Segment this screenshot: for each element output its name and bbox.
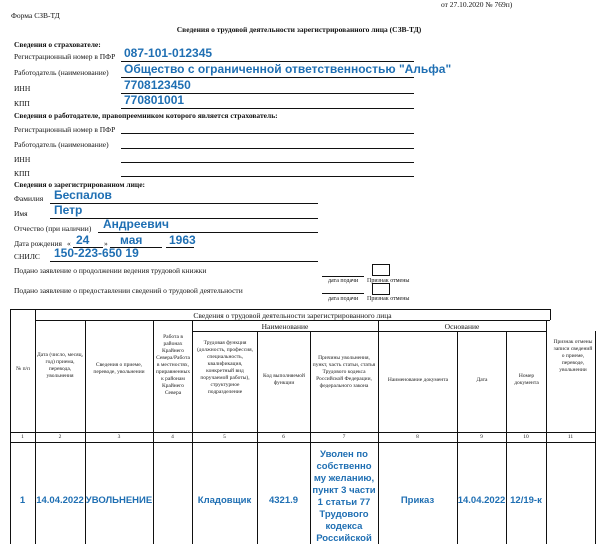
surname-value: Беспалов	[54, 188, 112, 202]
col-header-code: Код выполняемой функции	[263, 373, 305, 386]
insurer-employer-label: Работодатель (наименование)	[14, 68, 109, 77]
col-number: 3	[117, 434, 121, 440]
snils-line	[50, 261, 318, 262]
snils-label: СНИЛС	[14, 252, 40, 261]
table-left-border	[10, 309, 11, 544]
successor-kpp-line	[121, 176, 414, 177]
dob-label: Дата рождения	[14, 239, 62, 248]
table-col-divider	[153, 320, 154, 544]
continue-revoke-box	[372, 264, 390, 276]
col-number: 1	[21, 434, 24, 440]
table-numbers-border	[10, 442, 596, 443]
patronymic-value: Андреевич	[103, 217, 169, 231]
table-title-border	[35, 320, 550, 321]
name-label: Имя	[14, 209, 28, 218]
table-col-divider	[85, 320, 86, 544]
provide-date-line	[322, 293, 364, 294]
page-title: Сведения о трудовой деятельности зарегистрированного лица (СЗВ-ТД)	[176, 25, 422, 34]
col-number: 4	[171, 434, 174, 440]
col-header-reason: Причины увольнения, пункт, часть статьи, статья Трудового кодекса Российской Федерации, федерального закона	[312, 355, 376, 389]
row-doc-num: 12/19-к	[510, 495, 542, 506]
row-date: 14.04.2022	[36, 495, 84, 506]
table-col-divider	[378, 320, 379, 544]
continue-revoke-caption: Признак отмены	[367, 278, 410, 284]
insurer-employer-value: Общество с ограниченной ответственностью "Альфа"	[124, 62, 452, 76]
continue-application-label: Подано заявление о продолжении ведения трудовой книжки	[14, 266, 207, 275]
dob-open-quote: «	[67, 239, 71, 248]
dob-month: мая	[120, 233, 143, 247]
row-reason: Уволен по собственно му желанию, пункт 3 части 1 статьи 77 Трудового кодекса Российской	[312, 449, 376, 544]
insurer-kpp-label: КПП	[14, 99, 30, 108]
table-right-border	[595, 331, 596, 544]
successor-inn-label: ИНН	[14, 155, 31, 164]
insurer-reg-label: Регистрационный номер в ПФР	[14, 52, 116, 61]
row-doc-name: Приказ	[400, 495, 435, 506]
row-doc-date: 14.04.2022	[457, 495, 506, 506]
successor-section-title: Сведения о работодателе, правопреемником которого является страхователь:	[14, 111, 278, 120]
col-number: 6	[282, 434, 285, 440]
col-number: 11	[567, 434, 574, 440]
row-position: Кладовщик	[197, 495, 252, 506]
col-number: 9	[480, 434, 483, 440]
insurer-section-title: Сведения о страхователе:	[14, 40, 101, 49]
successor-reg-line	[121, 133, 414, 134]
insurer-inn-label: ИНН	[14, 84, 31, 93]
col-header-event: Сведения о приеме, переводе, увольнении	[93, 362, 145, 375]
provide-date-caption: дата подачи	[328, 296, 359, 302]
insurer-reg-value: 087-101-012345	[124, 46, 213, 60]
col-header-doc-date: Дата	[476, 377, 488, 383]
insurer-kpp-value: 770801001	[124, 93, 185, 107]
row-event: УВОЛЬНЕНИЕ	[85, 495, 153, 506]
table-col-divider	[546, 320, 547, 544]
table-group-basis: Основание	[444, 322, 480, 331]
form-code: Форма СЗВ-ТД	[11, 11, 60, 20]
dob-close-quote: »	[104, 239, 108, 248]
approval-note: от 27.10.2020 № 769п)	[441, 0, 513, 9]
table-header-border	[10, 432, 596, 433]
col-header-doc-num: Номер документа	[514, 373, 539, 386]
patronymic-label: Отчество (при наличии)	[14, 224, 92, 233]
col-number: 5	[223, 434, 226, 440]
col-header-position: Трудовая функция (должность, профессия, специальность, квалификация, конкретный вид поручаемой работы), структурное подразделение	[196, 340, 254, 395]
dob-day: 24	[76, 233, 90, 247]
name-value: Петр	[54, 203, 83, 217]
snils-value: 150-223-650 19	[54, 246, 139, 260]
successor-kpp-label: КПП	[14, 169, 30, 178]
insurer-kpp-line	[121, 108, 414, 109]
table-title-right-border	[550, 309, 551, 320]
col-header-cancel: Признак отмены записи сведений о приеме, переводе, увольнении	[553, 339, 593, 373]
col-header-north: Работа в районах Крайнего Севера/Работа в местностях, приравненных к районам Крайнего Севера	[155, 334, 191, 396]
continue-date-caption: дата подачи	[328, 278, 359, 284]
table-title: Сведения о трудовой деятельности зарегистрированного лица	[193, 311, 392, 320]
row-code: 4321.9	[268, 495, 299, 506]
col-number: 10	[523, 434, 529, 440]
col-header-date: Дата (число, месяц, год) приема, перевода, увольнения	[37, 352, 83, 379]
col-number: 8	[416, 434, 419, 440]
col-header-doc-name: Наименование документа	[387, 377, 449, 383]
table-top-border	[10, 309, 550, 310]
surname-line	[50, 203, 318, 204]
insurer-inn-value: 7708123450	[124, 78, 191, 92]
successor-employer-label: Работодатель (наименование)	[14, 140, 109, 149]
table-col-divider	[192, 320, 193, 544]
table-col-divider	[35, 309, 36, 544]
provide-revoke-caption: Признак отмены	[367, 296, 410, 302]
col-number: 2	[58, 434, 62, 440]
continue-date-line	[322, 276, 364, 277]
successor-employer-line	[121, 148, 414, 149]
successor-inn-line	[121, 162, 414, 163]
col-header-num: № п/п	[15, 366, 31, 372]
provide-application-label: Подано заявление о предоставлении сведений о трудовой деятельности	[14, 286, 243, 295]
person-section-title: Сведения о зарегистрированном лице:	[14, 180, 146, 189]
row-num: 1	[19, 495, 26, 506]
dob-year: 1963	[169, 233, 196, 247]
provide-revoke-box	[372, 283, 390, 295]
table-group-naming: Наименование	[261, 322, 309, 331]
successor-reg-label: Регистрационный номер в ПФР	[14, 125, 116, 134]
dob-year-line	[166, 247, 194, 248]
surname-label: Фамилия	[14, 194, 44, 203]
name-line	[50, 218, 318, 219]
table-group-border	[192, 331, 546, 332]
col-number: 7	[342, 434, 346, 440]
